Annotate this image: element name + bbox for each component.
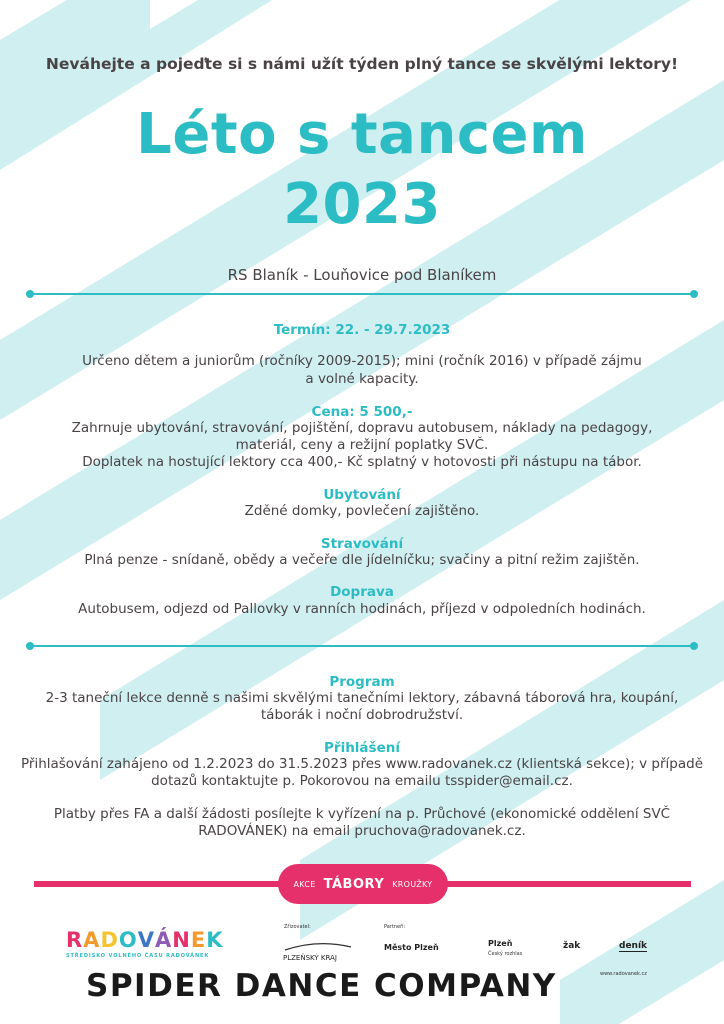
nav-link-akce[interactable]: AKCE: [293, 879, 316, 889]
price-line-1: Zahrnuje ubytování, stravování, pojištění, dopravu autobusem, náklady na pedagogy,: [71, 420, 653, 436]
intro-text: Neváhejte a pojeďte si s námi užít týden plný tance se skvělými lektory!: [45, 55, 679, 73]
transport-text: Autobusem, odjezd od Pallovky v ranních hodinách, příjezd v odpoledních hodinách.: [78, 601, 646, 617]
partner-zak: žak: [563, 941, 581, 951]
divider-top: [30, 293, 694, 295]
payments-line-1: Platby přes FA a další žádosti posílejte k vyřízení na p. Průchové (ekonomické oddělení SVČ: [53, 806, 671, 822]
partner-rozhlas-sub: Český rozhlas: [488, 951, 523, 957]
term-heading: Termín: 22. - 29.7.2023: [273, 322, 451, 338]
brand-spider-dance-company: SPIDER DANCE COMPANY: [86, 968, 557, 1004]
logo-letter: Á: [155, 928, 172, 952]
registration-heading: Přihlášení: [324, 740, 400, 756]
logo-letter: K: [206, 928, 223, 952]
logo-letter: E: [190, 928, 206, 952]
eligibility-line-1: Určeno dětem a juniorům (ročníky 2009-2015); mini (ročník 2016) v případě zájmu: [82, 353, 642, 369]
registration-line-1: Přihlašování zahájeno od 1.2.2023 do 31.5.2023 přes www.radovanek.cz (klientská sekce); v případě: [20, 756, 704, 772]
title-line-1: Léto s tancem: [136, 102, 588, 167]
logo-letter: N: [172, 928, 190, 952]
founder-label: Zřizovatel:: [284, 924, 311, 930]
title-year: 2023: [283, 172, 441, 237]
nav-pill: [278, 864, 448, 904]
venue: RS Blaník - Louňovice pod Blaníkem: [227, 266, 497, 284]
meals-heading: Stravování: [320, 536, 404, 552]
price-line-3: Doplatek na hostující lektory cca 400,- Kč splatný v hotovosti při nástupu na tábor.: [82, 454, 642, 470]
payments-line-2: RADOVÁNEK) na email pruchova@radovanek.cz.: [198, 823, 526, 839]
logo-letter: R: [66, 928, 83, 952]
founder-logo: [283, 936, 353, 962]
price-line-2: materiál, ceny a režijní poplatky SVČ.: [235, 437, 489, 453]
logo-letter: O: [118, 928, 137, 952]
program-heading: Program: [329, 674, 395, 690]
logo-letter: D: [100, 928, 118, 952]
logo-subtitle: STŘEDISKO VOLNÉHO ČASU RADOVÁNEK: [66, 953, 210, 959]
transport-heading: Doprava: [330, 584, 394, 600]
nav-link-krouzky[interactable]: KROUŽKY: [392, 879, 433, 889]
divider-middle: [30, 645, 694, 647]
logo-wordmark: [66, 928, 222, 952]
program-line-2: táborák i noční dobrodružství.: [260, 707, 464, 723]
radovanek-logo: [66, 928, 222, 959]
logo-letter: V: [137, 928, 154, 952]
founder-name: PLZEŇSKÝ KRAJ: [283, 954, 337, 962]
nav-link-tabory[interactable]: TÁBORY: [323, 876, 385, 892]
partner-mesto-plzen: Město Plzeň: [384, 943, 439, 952]
accommodation-text: Zděné domky, povlečení zajištěno.: [244, 503, 480, 519]
footer-url[interactable]: www.radovanek.cz: [600, 971, 647, 977]
program-line-1: 2-3 taneční lekce denně s našimi skvělými tanečními lektory, zábavná táborová hra, koupání,: [45, 690, 679, 706]
price-heading: Cena: 5 500,-: [311, 404, 413, 420]
partner-rozhlas-plzen: Plzeň: [488, 939, 513, 948]
partner-denik: deník: [619, 941, 648, 951]
partners-label: Partneři:: [384, 924, 406, 930]
kraj-swoosh-icon: [283, 941, 353, 951]
meals-text: Plná penze - snídaně, obědy a večeře dle jídelníčku; svačiny a pitní režim zajištěn.: [84, 552, 640, 568]
accommodation-heading: Ubytování: [323, 487, 401, 503]
eligibility-line-2: a volné kapacity.: [305, 371, 419, 387]
registration-line-2: dotazů kontaktujte p. Pokorovou na emailu tsspider@email.cz.: [151, 773, 573, 789]
logo-letter: A: [83, 928, 100, 952]
